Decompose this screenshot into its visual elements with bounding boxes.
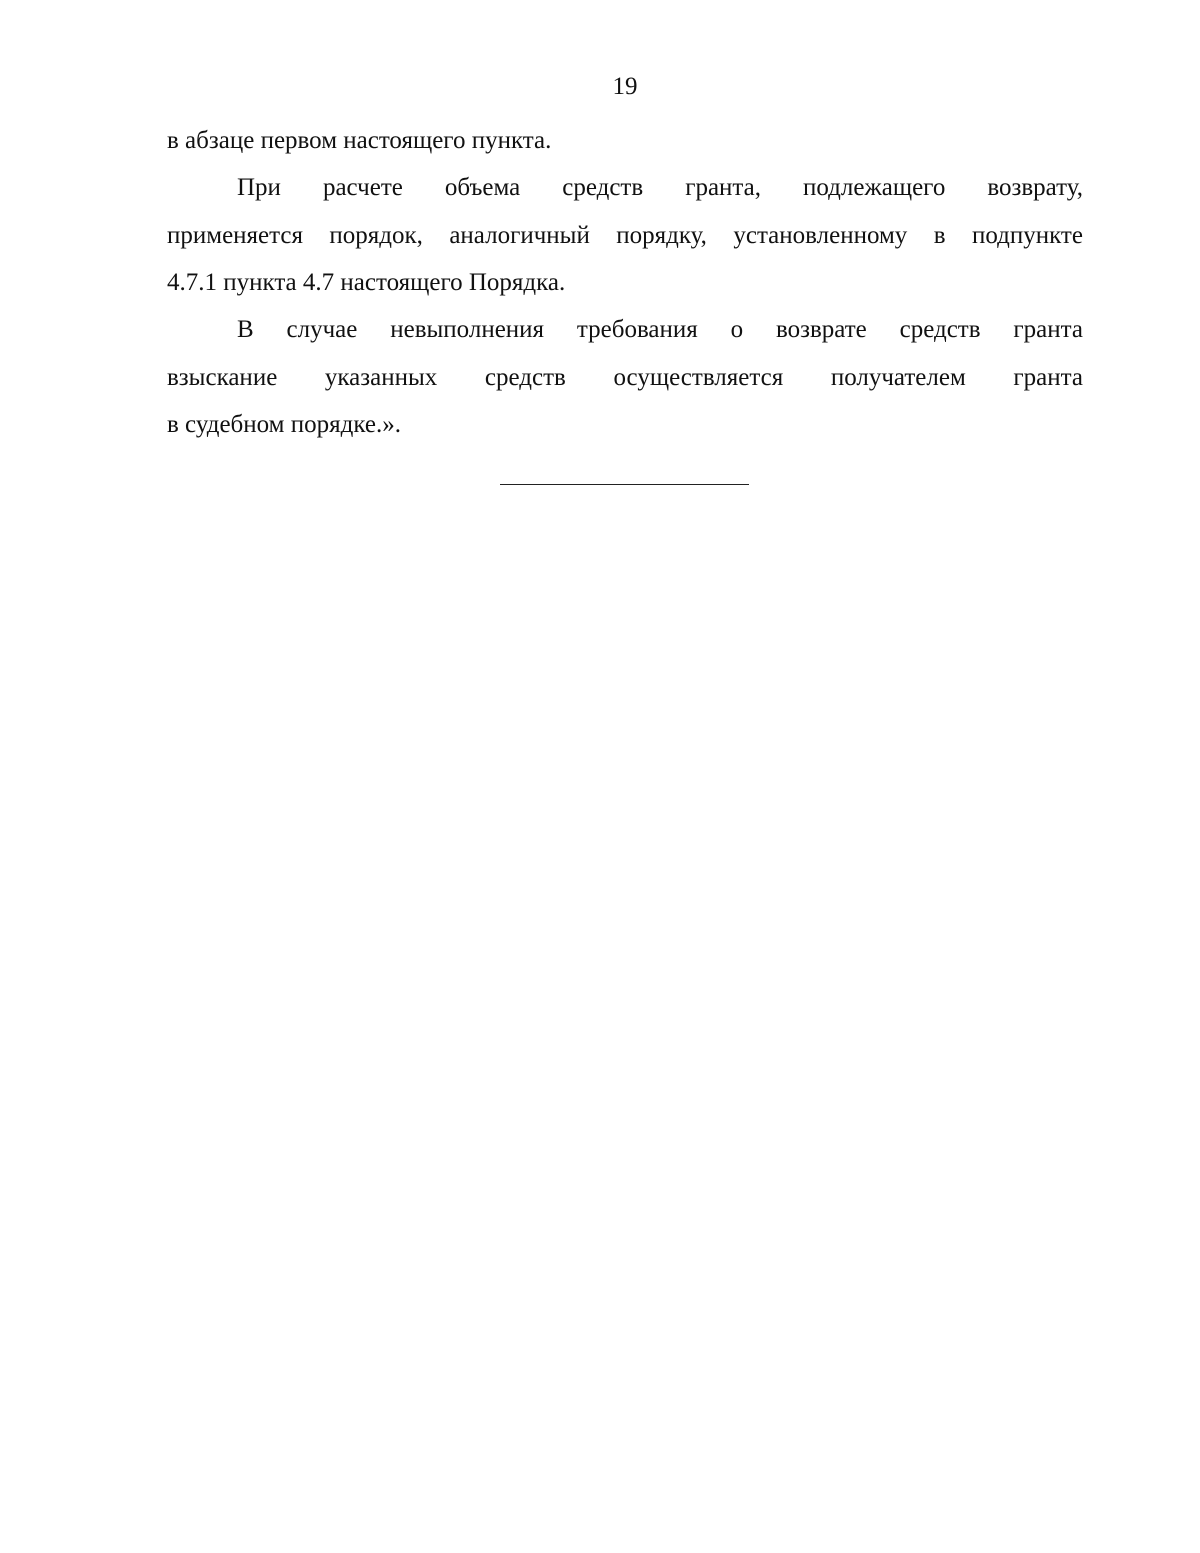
word: случае — [286, 316, 358, 343]
word: возврату, — [987, 174, 1083, 201]
text-line-2 — [237, 173, 1083, 203]
word: гранта, — [685, 174, 761, 201]
word: подпункте — [971, 222, 1083, 249]
text-line-5 — [237, 315, 1083, 345]
end-separator-line — [500, 484, 749, 485]
word: о — [730, 316, 744, 343]
word: объема — [444, 174, 521, 201]
word: применяется — [167, 222, 303, 249]
text-line-4: 4.7.1 пункта 4.7 настоящего Порядка. — [167, 269, 566, 296]
word: невыполнения — [390, 316, 545, 343]
word: порядку, — [616, 222, 707, 249]
word: средств — [899, 316, 981, 343]
word: подлежащего — [803, 174, 946, 201]
word: осуществляется — [613, 364, 784, 391]
word: возврате — [775, 316, 867, 343]
word: гранта — [1013, 316, 1083, 343]
page-number: 19 — [612, 73, 638, 100]
word: средств — [484, 364, 566, 391]
word: в — [933, 222, 946, 249]
word: гранта — [1013, 364, 1083, 391]
text-line-7: в судебном порядке.». — [167, 411, 401, 438]
word: средств — [562, 174, 644, 201]
word: взыскание — [167, 364, 278, 391]
word: требования — [576, 316, 698, 343]
word: аналогичный — [449, 222, 590, 249]
word: В — [237, 316, 254, 343]
text-line-1: в абзаце первом настоящего пункта. — [167, 127, 552, 154]
word: установленному — [733, 222, 908, 249]
word: получателем — [830, 364, 966, 391]
word: расчете — [322, 174, 403, 201]
word: порядок, — [329, 222, 423, 249]
word: При — [237, 174, 281, 201]
text-line-3 — [167, 221, 1083, 251]
word: указанных — [324, 364, 438, 391]
text-line-6 — [167, 363, 1083, 393]
